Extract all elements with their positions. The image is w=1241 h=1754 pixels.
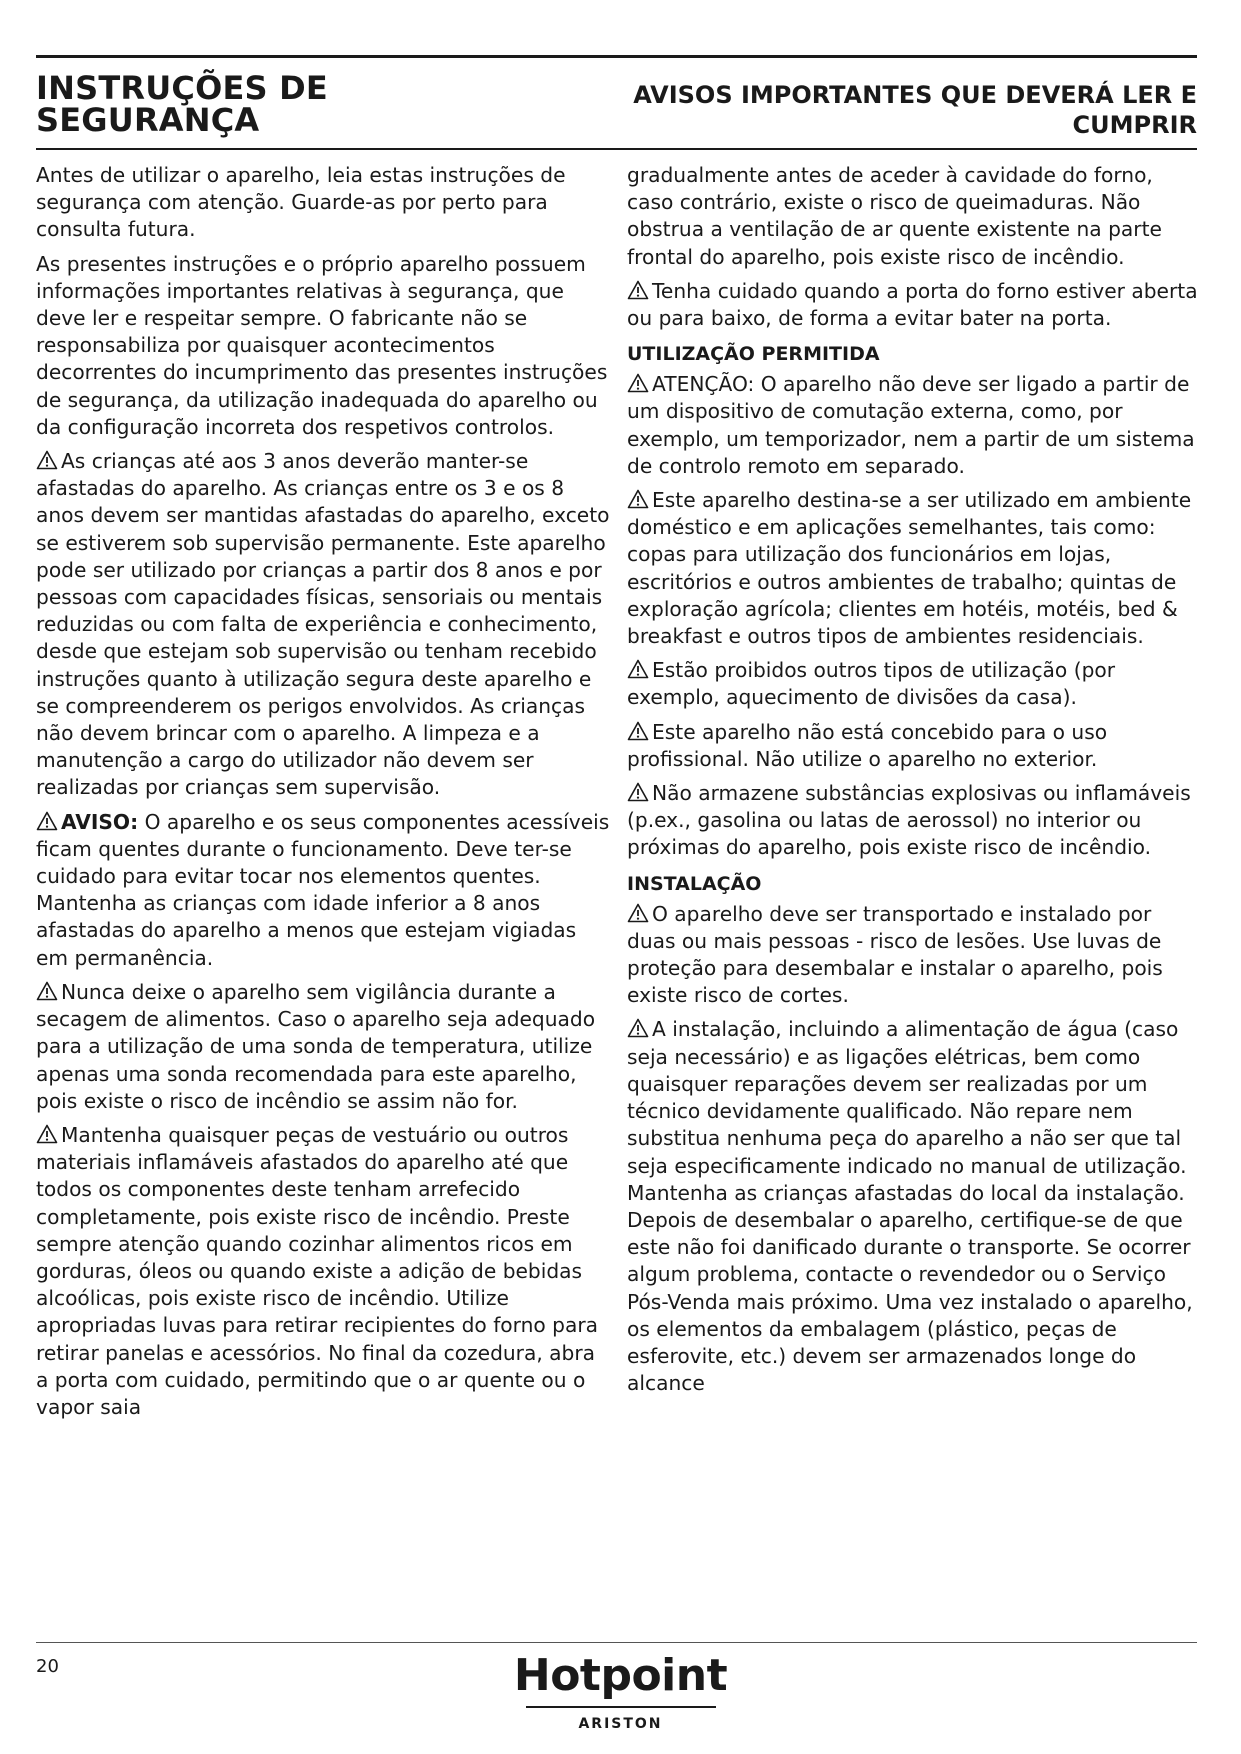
warning-triangle-icon xyxy=(627,903,649,923)
warning-triangle-icon xyxy=(36,450,58,470)
children-warning xyxy=(36,448,610,802)
warning-triangle-icon xyxy=(36,1124,58,1144)
logo-divider xyxy=(526,1706,716,1708)
drying-warning-text: Nunca deixe o aparelho sem vigilância durante a secagem de alimentos. Caso o aparelho seja adequado para a utilização de uma sonda de temperatura, utilize apenas uma sonda recomendada para este aparelho, pois existe o risco de incêndio se assim não for. xyxy=(36,979,596,1113)
page-title: INSTRUÇÕES DE SEGURANÇA xyxy=(36,69,328,139)
hot-parts-warning-text: O aparelho e os seus componentes acessíveis ficam quentes durante o funcionamento. Deve ter-se cuidado para evitar tocar nos elementos quentes. Mantenha as crianças com idade inferior a 8 anos afastadas do aparelho a menos que estejam vigiadas em permanência. xyxy=(36,809,610,970)
flammable-warning-text: Mantenha quaisquer peças de vestuário ou outros materiais inflamáveis afastados do aparelho até que todos os componentes deste tenham arrefecido completamente, pois existe risco de incêndio. Preste sempre atenção quando cozinhar alimentos ricos em gorduras, óleos ou quando existe a adição de bebidas alcoólicas, pois existe risco de incêndio. Utilize apropriadas luvas para retirar recipientes do forno para retirar panelas e acessórios. No final da cozedura, abra a porta com cuidado, permitindo que o ar quente ou o vapor saia xyxy=(36,1122,599,1419)
page-subtitle: AVISOS IMPORTANTES QUE DEVERÁ LER E CUMPRIR xyxy=(633,81,1197,139)
left-column xyxy=(36,162,610,1614)
page-number: 20 xyxy=(36,1656,59,1677)
warning-triangle-icon xyxy=(627,659,649,679)
explosive-storage-warning-text: Não armazene substâncias explosivas ou inflamáveis (p.ex., gasolina ou latas de aerossol) no interior ou próximas do aparelho, pois existe risco de incêndio. xyxy=(627,781,1191,860)
external-switch-warning xyxy=(627,371,1201,480)
children-warning-text: As crianças até aos 3 anos deverão manter-se afastadas do aparelho. As crianças entre os 3 e os 8 anos devem ser mantidas afastadas do aparelho, exceto se estiverem sob supervisão permanente. Este aparelho pode ser utilizado por crianças a partir dos 8 anos e por pessoas com capacidades físicas, sensoriais ou mentais reduzidas ou com falta de experiência e conhecimento, desde que estejam sob supervisão ou tenham recebido instruções quanto à utilização segura deste aparelho e se compreenderem os perigos envolvidos. As crianças não devem brincar com o aparelho. A limpeza e a manutenção a cargo do utilizador não devem ser realizadas por crianças sem supervisão. xyxy=(36,449,610,800)
warning-triangle-icon xyxy=(36,981,58,1001)
section-heading-permitted-use: UTILIZAÇÃO PERMITIDA xyxy=(627,343,880,366)
prohibited-use-warning-text: Estão proibidos outros tipos de utilização (por exemplo, aquecimento de divisões da casa). xyxy=(627,658,1116,710)
prohibited-use-warning xyxy=(627,657,1201,711)
warning-triangle-icon xyxy=(627,721,649,741)
warning-triangle-icon xyxy=(627,280,649,300)
warning-triangle-icon xyxy=(627,782,649,802)
transport-warning xyxy=(627,901,1201,1010)
hot-parts-warning xyxy=(36,809,610,972)
transport-warning-text: O aparelho deve ser transportado e instalado por duas ou mais pessoas - risco de lesões. Use luvas de proteção para desembalar e instalar o aparelho, pois existe risco de cortes. xyxy=(627,901,1163,1008)
brand-subname: ARISTON xyxy=(578,1716,663,1732)
responsibility-paragraph: As presentes instruções e o próprio aparelho possuem informações importantes relativas à segurança, que deve ler e respeitar sempre. O fabricante não se responsabiliza por quaisquer acontecimentos decorrentes do incumprimento das presentes instruções de segurança, da utilização inadequada do aparelho ou da configuração incorreta dos respetivos controlos. xyxy=(36,251,608,439)
external-switch-warning-text: ATENÇÃO: O aparelho não deve ser ligado a partir de um dispositivo de comutação externa, como, por exemplo, um temporizador, nem a partir de um sistema de controlo remoto em separado. xyxy=(627,372,1195,478)
professional-use-warning xyxy=(627,719,1201,773)
section-heading-installation: INSTALAÇÃO xyxy=(627,872,762,895)
continued-paragraph: gradualmente antes de aceder à cavidade do forno, caso contrário, existe o risco de queimaduras. Não obstrua a ventilação de ar quente existente na parte frontal do aparelho, pois existe risco de incêndio. xyxy=(627,163,1162,269)
warning-triangle-icon xyxy=(627,373,649,393)
installation-warning-text: A instalação, incluindo a alimentação de água (caso seja necessário) e as ligações elétricas, bem como quaisquer reparações devem ser realizadas por um técnico devidamente qualificado. Não repare nem substitua nenhuma peça do aparelho a não ser que tal seja especificamente indicado no manual de utilização. Mantenha as crianças afastadas do local da instalação. Depois de desembalar o aparelho, certifique-se de que este não foi danificado durante o transporte. Se ocorrer algum problema, contacte o revendedor ou o Serviço Pós-Venda mais próximo. Uma vez instalado o aparelho, os elementos da embalagem (plástico, peças de esferovite, etc.) devem ser armazenados longe do alcance xyxy=(627,1017,1193,1396)
door-warning-text: Tenha cuidado quando a porta do forno estiver aberta ou para baixo, de forma a evitar bater na porta. xyxy=(627,278,1198,331)
warning-triangle-icon xyxy=(36,811,58,831)
brand-name: Hotpoint xyxy=(513,1650,728,1701)
domestic-use-warning-text: Este aparelho destina-se a ser utilizado em ambiente doméstico e em aplicações semelhantes, tais como: copas para utilização dos funcionários em lojas, escritórios e outros ambientes de trabalho; quintas de exploração agrícola; clientes em hotéis, motéis, bed & breakfast e outros tipos de ambientes residenciais. xyxy=(627,488,1192,649)
installation-warning xyxy=(627,1016,1201,1397)
explosive-storage-warning xyxy=(627,780,1201,862)
warning-triangle-icon xyxy=(627,1018,649,1038)
door-warning xyxy=(627,278,1201,332)
drying-warning xyxy=(36,979,610,1115)
warning-triangle-icon xyxy=(627,489,649,509)
header-rule xyxy=(36,148,1197,150)
intro-paragraph: Antes de utilizar o aparelho, leia estas instruções de segurança com atenção. Guarde-as por perto para consulta futura. xyxy=(36,163,566,242)
footer-rule xyxy=(36,1642,1197,1643)
professional-use-warning-text: Este aparelho não está concebido para o uso profissional. Não utilize o aparelho no exterior. xyxy=(627,719,1108,771)
flammable-warning xyxy=(36,1122,610,1421)
domestic-use-warning xyxy=(627,487,1201,650)
right-column xyxy=(627,162,1201,1614)
brand-logo xyxy=(0,1652,1241,1732)
warning-label: AVISO: xyxy=(61,809,139,834)
top-rule xyxy=(36,55,1197,58)
